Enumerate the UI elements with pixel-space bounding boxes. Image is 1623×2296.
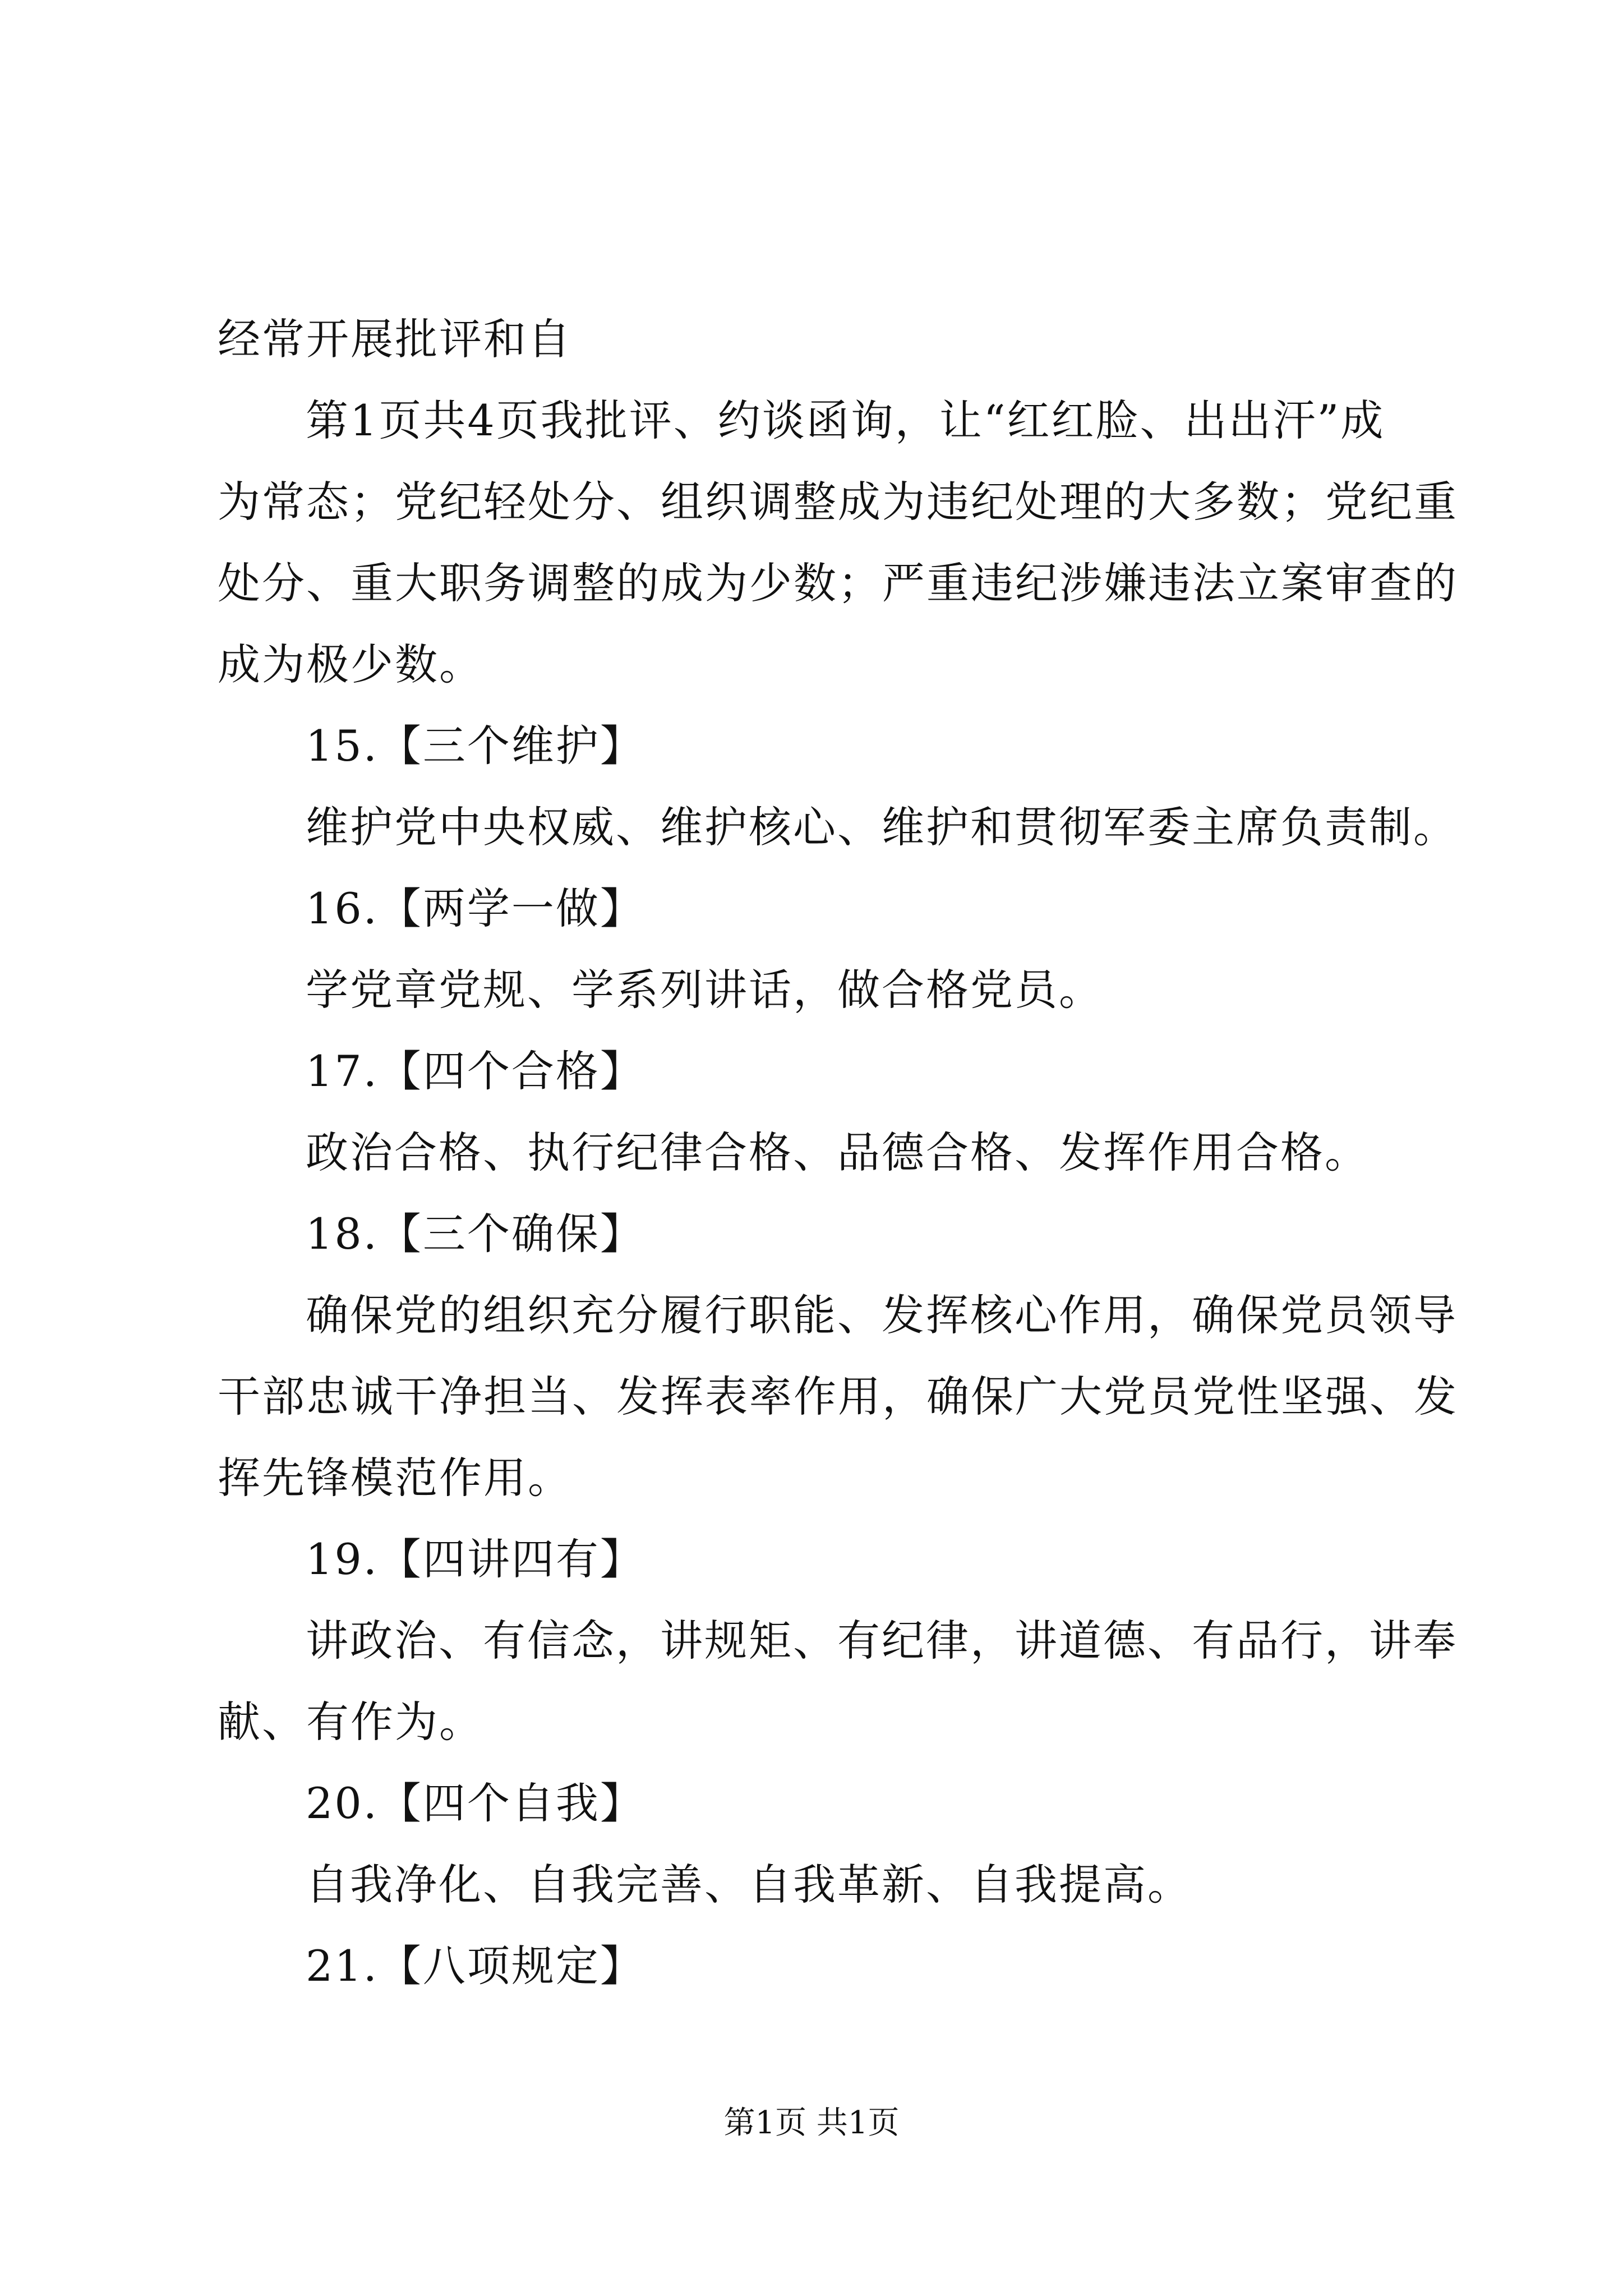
text-line: 学党章党规、学系列讲话，做合格党员。 [306,965,1103,1015]
section-heading: 21.【八项规定】 [306,1941,644,1991]
text-line: 讲政治、有信念，讲规矩、有纪律，讲道德、有品行，讲奉 [306,1616,1458,1665]
text-line: 成为极少数。 [218,639,483,689]
section-heading: 20.【四个自我】 [306,1778,644,1828]
text-line: 挥先锋模范作用。 [218,1453,572,1503]
text-line: 自我净化、自我完善、自我革新、自我提高。 [306,1860,1192,1910]
section-heading: 19.【四讲四有】 [306,1534,644,1584]
text-line: 为常态；党纪轻处分、组织调整成为违纪处理的大多数；党纪重 [218,477,1458,527]
page-footer: 第1页 共1页 [723,2105,900,2141]
section-heading: 16.【两学一做】 [306,884,644,933]
section-heading: 15.【三个维护】 [306,721,644,771]
text-line: 第1页共4页我批评、约谈函询，让“红红脸、出出汗”成 [306,395,1385,445]
text-line: 经常开展批评和自 [218,314,572,364]
text-line: 献、有作为。 [218,1697,483,1747]
text-line: 处分、重大职务调整的成为少数；严重违纪涉嫌违法立案审查的 [218,558,1458,608]
text-line: 干部忠诚干净担当、发挥表率作用，确保广大党员党性坚强、发 [218,1372,1458,1421]
section-heading: 18.【三个确保】 [306,1209,644,1259]
text-line: 维护党中央权威、维护核心、维护和贯彻军委主席负责制。 [306,802,1458,852]
text-line: 政治合格、执行纪律合格、品德合格、发挥作用合格。 [306,1128,1369,1177]
section-heading: 17.【四个合格】 [306,1046,644,1096]
text-line: 确保党的组织充分履行职能、发挥核心作用，确保党员领导 [306,1290,1458,1340]
